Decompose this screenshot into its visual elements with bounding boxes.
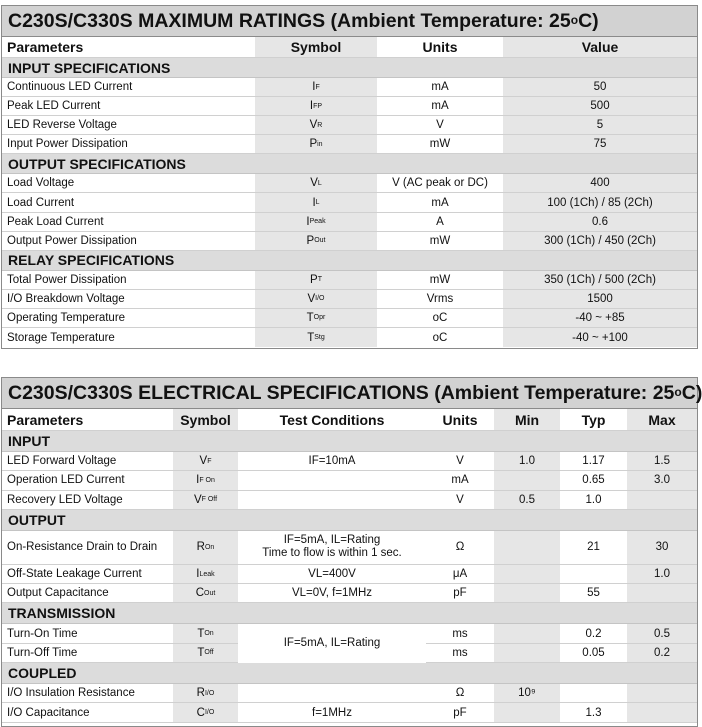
symbol-cell: T On: [173, 624, 238, 642]
value-cell: 75: [503, 135, 697, 153]
parameter-cell: Total Power Dissipation: [7, 273, 127, 286]
parameter-cell: Peak Load Current: [7, 215, 104, 228]
units-cell: V: [456, 455, 464, 468]
symbol-cell: T Opr: [255, 309, 377, 327]
parameter-cell: Peak LED Current: [7, 100, 101, 113]
units-cell: V: [436, 119, 444, 132]
header-typ: Typ: [581, 411, 606, 428]
max-cell: 1.5: [627, 452, 697, 470]
table-row: [2, 135, 697, 154]
symbol-cell: V F: [173, 452, 238, 470]
test-condition-cell: VL=0V, f=1MHz: [291, 587, 373, 600]
parameter-cell: Operation LED Current: [7, 474, 125, 487]
table-row: [2, 116, 697, 135]
units-cell: pF: [453, 706, 467, 719]
units-cell: mW: [429, 234, 451, 247]
header-test-conditions: Test Conditions: [279, 411, 385, 428]
units-cell: Ω: [455, 541, 465, 554]
max-cell: 30: [627, 531, 697, 564]
max-ratings-table: [1, 5, 698, 349]
parameter-cell: Storage Temperature: [7, 331, 115, 344]
symbol-cell: C Out: [173, 584, 238, 602]
units-cell: ms: [452, 646, 468, 659]
header-parameters: Parameters: [7, 411, 84, 428]
value-cell: 100 (1Ch) / 85 (2Ch): [503, 193, 697, 211]
symbol-cell: V R: [255, 116, 377, 134]
parameter-cell: I/O Breakdown Voltage: [7, 292, 125, 305]
parameter-cell: On-Resistance Drain to Drain: [7, 541, 158, 554]
symbol-cell: T Off: [173, 644, 238, 662]
typ-cell: 1.17: [582, 455, 605, 468]
units-cell: mA: [431, 196, 449, 209]
value-cell: 0.6: [503, 213, 697, 231]
test-condition-cell: [238, 491, 426, 509]
units-cell: A: [436, 215, 444, 228]
parameter-cell: LED Reverse Voltage: [7, 119, 117, 132]
value-cell: -40 ~ +100: [503, 328, 697, 347]
section-heading: RELAY SPECIFICATIONS: [2, 251, 697, 271]
table-row: [2, 78, 697, 97]
header-parameters: Parameters: [7, 39, 84, 55]
symbol-cell: V L: [255, 174, 377, 192]
value-cell: 1500: [503, 290, 697, 308]
value-cell: 500: [503, 97, 697, 115]
units-cell: V (AC peak or DC): [392, 177, 488, 190]
max-cell: 0.5: [627, 624, 697, 642]
max-cell: [627, 684, 697, 702]
test-condition-cell: [238, 471, 426, 489]
header-units: Units: [422, 39, 458, 55]
table-row: [2, 271, 697, 290]
min-cell: [494, 644, 560, 662]
table-row: [2, 174, 697, 193]
section-heading: TRANSMISSION: [2, 603, 697, 624]
max-cell: 3.0: [627, 471, 697, 489]
header-symbol: Symbol: [255, 37, 377, 57]
symbol-cell: V I/O: [255, 290, 377, 308]
units-cell: mW: [429, 273, 451, 286]
header-min: Min: [494, 409, 560, 430]
symbol-cell: I Peak: [255, 213, 377, 231]
parameter-cell: Load Current: [7, 196, 75, 209]
parameter-cell: LED Forward Voltage: [7, 455, 117, 468]
parameter-cell: I/O Insulation Resistance: [7, 687, 135, 700]
max-cell: 0.2: [627, 644, 697, 662]
min-cell: [494, 471, 560, 489]
max-cell: [627, 584, 697, 602]
value-cell: 50: [503, 78, 697, 96]
typ-cell: [560, 684, 627, 702]
test-condition-cell: VL=400V: [308, 568, 356, 581]
units-cell: mA: [431, 100, 449, 113]
test-condition-line: Time to flow is within 1 sec.: [262, 547, 402, 560]
min-cell: 1.0: [494, 452, 560, 470]
table-row: [2, 471, 697, 490]
section-heading: INPUT: [2, 431, 697, 452]
value-cell: 5: [503, 116, 697, 134]
parameter-cell: Off-State Leakage Current: [7, 568, 142, 581]
table-row: [2, 328, 697, 347]
table-row: [2, 703, 697, 722]
min-cell: 10⁹: [494, 684, 560, 702]
section-heading: INPUT SPECIFICATIONS: [2, 58, 697, 78]
units-cell: oC: [432, 311, 448, 324]
min-cell: [494, 584, 560, 602]
symbol-cell: V F Off: [173, 491, 238, 509]
min-cell: 0.5: [494, 491, 560, 509]
value-cell: 350 (1Ch) / 500 (2Ch): [503, 271, 697, 289]
symbol-cell: T Stg: [255, 328, 377, 347]
table-row: [2, 684, 697, 703]
electrical-specs-title: C230S/C330S ELECTRICAL SPECIFICATIONS (Ambient Temperature: 25$^o$C): [2, 378, 697, 409]
symbol-cell: I FP: [255, 97, 377, 115]
max-cell: [627, 491, 697, 509]
parameter-cell: Continuous LED Current: [7, 81, 133, 94]
max-cell: 1.0: [627, 565, 697, 583]
min-cell: [494, 624, 560, 642]
table-row: [2, 213, 697, 232]
min-cell: [494, 531, 560, 564]
value-cell: -40 ~ +85: [503, 309, 697, 327]
typ-cell: [560, 565, 627, 583]
max-cell: [627, 703, 697, 721]
electrical-header-row: [2, 409, 697, 431]
min-cell: [494, 565, 560, 583]
typ-cell: 55: [587, 587, 600, 600]
units-cell: Ω: [455, 687, 465, 700]
symbol-cell: I F: [255, 78, 377, 96]
typ-cell: 0.2: [585, 627, 602, 640]
typ-cell: 0.65: [582, 474, 605, 487]
units-cell: V: [456, 493, 464, 506]
units-cell: pF: [453, 587, 467, 600]
parameter-cell: Input Power Dissipation: [7, 138, 128, 151]
test-condition-cell: IF=10mA: [308, 455, 356, 468]
units-cell: Vrms: [426, 292, 454, 305]
symbol-cell: P T: [255, 271, 377, 289]
typ-cell: 0.05: [582, 646, 605, 659]
units-cell: mA: [431, 81, 449, 94]
transmission-test-condition: IF=5mA, IL=Rating: [238, 625, 426, 664]
units-cell: μA: [452, 568, 468, 581]
max-ratings-title: C230S/C330S MAXIMUM RATINGS (Ambient Temperature: 25$^o$C): [2, 6, 697, 37]
table-row: [2, 584, 697, 603]
header-units: Units: [442, 411, 478, 428]
value-cell: 300 (1Ch) / 450 (2Ch): [503, 232, 697, 250]
parameter-cell: Turn-Off Time: [7, 646, 78, 659]
electrical-specs-table: [1, 377, 702, 727]
test-condition-cell: [238, 684, 426, 702]
table-row: [2, 309, 697, 328]
table-row: [2, 491, 697, 510]
table-row: [2, 565, 697, 584]
test-condition-cell: [238, 531, 426, 564]
section-heading: OUTPUT: [2, 510, 697, 531]
section-heading: OUTPUT SPECIFICATIONS: [2, 154, 697, 174]
section-heading: COUPLED: [2, 663, 697, 684]
symbol-cell: R On: [173, 531, 238, 564]
symbol-cell: P Out: [255, 232, 377, 250]
typ-cell: 21: [587, 541, 600, 554]
units-cell: oC: [432, 331, 448, 344]
symbol-cell: R I/O: [173, 684, 238, 702]
parameter-cell: I/O Capacitance: [7, 706, 90, 719]
parameter-cell: Output Capacitance: [7, 587, 109, 600]
test-condition-cell: f=1MHz: [312, 706, 352, 719]
value-cell: 400: [503, 174, 697, 192]
min-cell: [494, 703, 560, 721]
max-ratings-header-row: [2, 37, 697, 58]
parameter-cell: Recovery LED Voltage: [7, 493, 123, 506]
symbol-cell: C I/O: [173, 703, 238, 721]
test-condition-line: IF=5mA, IL=Rating: [283, 534, 381, 547]
symbol-cell: P in: [255, 135, 377, 153]
parameter-cell: Turn-On Time: [7, 627, 78, 640]
typ-cell: 1.0: [585, 493, 602, 506]
table-row: [2, 193, 697, 212]
table-row: [2, 452, 697, 471]
header-value: Value: [503, 37, 697, 57]
typ-cell: 1.3: [585, 706, 602, 719]
table-row: [2, 290, 697, 309]
units-cell: ms: [452, 627, 468, 640]
table-row: [2, 232, 697, 251]
symbol-cell: I L: [255, 193, 377, 211]
parameter-cell: Output Power Dissipation: [7, 234, 137, 247]
header-symbol: Symbol: [173, 409, 238, 430]
header-max: Max: [627, 409, 697, 430]
table-row: [2, 531, 697, 565]
table-row: [2, 97, 697, 116]
units-cell: mA: [451, 474, 469, 487]
symbol-cell: I F On: [173, 471, 238, 489]
parameter-cell: Load Voltage: [7, 177, 75, 190]
parameter-cell: Operating Temperature: [7, 311, 126, 324]
units-cell: mW: [429, 138, 451, 151]
symbol-cell: I Leak: [173, 565, 238, 583]
